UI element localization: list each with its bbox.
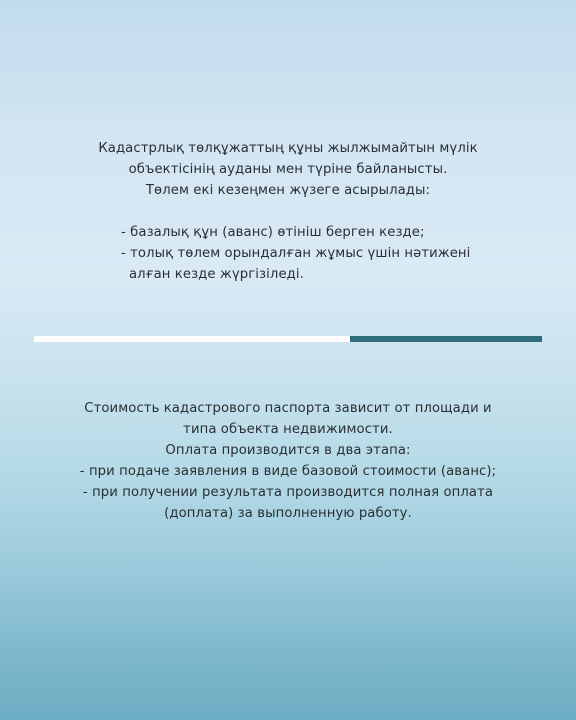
divider-teal-segment: [350, 336, 542, 342]
russian-list-item-2: - при получении результата производится полная оплата: [82, 485, 494, 500]
russian-line-2: типа объекта недвижимости.: [183, 422, 393, 437]
kazakh-line-3: Төлем екі кезеңмен жүзеге асырылады:: [145, 183, 431, 198]
russian-line-1: Стоимость кадастрового паспорта зависит от площади и: [84, 401, 492, 416]
kazakh-line-2: объектісінің ауданы мен түріне байланысты.: [128, 162, 448, 177]
russian-list-item-1: - при подаче заявления в виде базовой стоимости (аванс);: [79, 464, 497, 479]
section-divider: [34, 336, 542, 342]
kazakh-line-1: Кадастрлық төлқұжаттың құны жылжымайтын мүлік: [98, 141, 478, 156]
russian-list-item-2-continued: (доплата) за выполненную работу.: [164, 506, 412, 521]
kazakh-list-item-2-continued: алған кезде жүргізіледі.: [129, 267, 304, 282]
russian-line-3: Оплата производится в два этапа:: [165, 443, 411, 458]
kazakh-spacer: [0, 201, 576, 222]
kazakh-list-item-1: - базалық құн (аванс) өтініш берген кезде;: [121, 225, 425, 240]
kazakh-text-block: [0, 138, 576, 285]
russian-text-block: [0, 398, 576, 524]
kazakh-list-item-2: - толық төлем орындалған жұмыс үшін нәтижені: [121, 246, 471, 261]
divider-white-segment: [34, 336, 350, 342]
